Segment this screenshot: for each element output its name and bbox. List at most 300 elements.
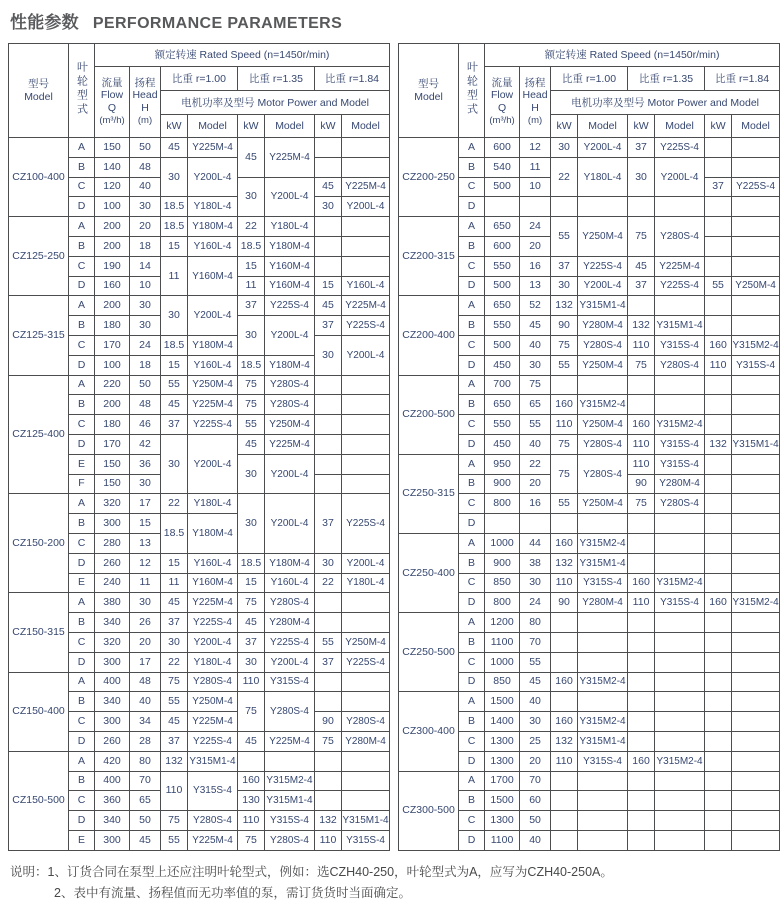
kw-value: 18.5 [161, 514, 188, 554]
motor-model [578, 652, 628, 672]
kw-value [705, 197, 732, 217]
table-row [399, 375, 780, 395]
head-value: 80 [130, 751, 161, 771]
kw-value: 11 [238, 276, 265, 296]
motor-model: Y315M2-4 [655, 415, 705, 435]
kw-value: 75 [161, 672, 188, 692]
motor-model: Y225M-4 [342, 177, 390, 197]
note-line-1 [10, 862, 776, 883]
motor-model: Y225S-4 [342, 316, 390, 336]
motor-model: Y200L-4 [188, 296, 238, 336]
col-header-head: 扬程 Head H (m) [520, 67, 551, 138]
pump-model: CZ300-500 [399, 771, 459, 850]
kw-value [628, 771, 655, 791]
kw-value: 130 [238, 791, 265, 811]
kw-value: 160 [238, 771, 265, 791]
motor-model [342, 692, 390, 712]
impeller-type: C [459, 731, 485, 751]
impeller-type: D [69, 553, 95, 573]
kw-value: 110 [705, 355, 732, 375]
flow-value: 1000 [485, 533, 520, 553]
head-value: 20 [130, 632, 161, 652]
kw-value [551, 197, 578, 217]
kw-value: 75 [238, 375, 265, 395]
flow-value: 260 [95, 553, 130, 573]
motor-model: Y180M-4 [265, 553, 315, 573]
flow-value: 400 [95, 672, 130, 692]
head-value: 34 [130, 712, 161, 732]
kw-value [238, 751, 265, 771]
kw-value: 45 [161, 593, 188, 613]
kw-value [705, 731, 732, 751]
motor-model [732, 217, 780, 237]
motor-model: Y315M2-4 [655, 751, 705, 771]
kw-value: 75 [238, 593, 265, 613]
col-header-motor-model: Model [342, 115, 390, 138]
motor-model: Y200L-4 [265, 177, 315, 217]
flow-value: 200 [95, 296, 130, 316]
col-header-motor: 电机功率及型号 Motor Power and Model [161, 91, 390, 115]
kw-value [315, 692, 342, 712]
kw-value: 132 [551, 553, 578, 573]
impeller-type: B [69, 395, 95, 415]
head-value: 40 [520, 692, 551, 712]
flow-value: 300 [95, 514, 130, 534]
motor-model: Y200L-4 [342, 335, 390, 375]
head-value: 25 [520, 731, 551, 751]
motor-model: Y180L-4 [188, 197, 238, 217]
kw-value [628, 731, 655, 751]
motor-model: Y315M2-4 [732, 335, 780, 355]
kw-value: 75 [238, 395, 265, 415]
impeller-type: D [69, 652, 95, 672]
flow-value [485, 197, 520, 217]
flow-value: 260 [95, 731, 130, 751]
kw-value: 160 [551, 395, 578, 415]
flow-value: 1400 [485, 712, 520, 732]
kw-value [551, 514, 578, 534]
kw-value [315, 217, 342, 237]
kw-value [705, 454, 732, 474]
kw-value [628, 296, 655, 316]
flow-value: 150 [95, 454, 130, 474]
kw-value [705, 553, 732, 573]
motor-model [655, 375, 705, 395]
kw-value: 75 [551, 454, 578, 494]
head-value: 45 [520, 316, 551, 336]
pump-model: CZ150-400 [9, 672, 69, 751]
head-value: 22 [520, 454, 551, 474]
motor-model [732, 494, 780, 514]
flow-value: 500 [485, 276, 520, 296]
pump-model: CZ300-400 [399, 692, 459, 771]
kw-value [551, 811, 578, 831]
motor-model [655, 731, 705, 751]
table-row [9, 494, 390, 514]
motor-model [732, 573, 780, 593]
head-value: 65 [520, 395, 551, 415]
motor-model [732, 731, 780, 751]
kw-value [705, 157, 732, 177]
motor-model: Y280M-4 [578, 316, 628, 336]
kw-value [705, 138, 732, 158]
table-body-right [399, 138, 780, 851]
head-value: 52 [520, 296, 551, 316]
head-value: 20 [130, 217, 161, 237]
impeller-type: B [459, 553, 485, 573]
kw-value: 110 [315, 830, 342, 850]
motor-model: Y315M1-4 [342, 811, 390, 831]
col-header-motor-model: Model [578, 115, 628, 138]
motor-model: Y225M-4 [265, 434, 315, 454]
table-row [9, 593, 390, 613]
col-header-kw: kW [315, 115, 342, 138]
motor-model [655, 830, 705, 850]
flow-value: 200 [95, 236, 130, 256]
motor-model [655, 533, 705, 553]
impeller-type: A [69, 217, 95, 237]
flow-value: 300 [95, 830, 130, 850]
motor-model: Y315S-4 [265, 672, 315, 692]
flow-value: 1300 [485, 811, 520, 831]
kw-value: 15 [238, 256, 265, 276]
head-value: 16 [520, 256, 551, 276]
head-value: 24 [520, 593, 551, 613]
kw-value: 160 [628, 573, 655, 593]
head-value: 30 [520, 712, 551, 732]
motor-model [578, 375, 628, 395]
table-row [399, 692, 780, 712]
motor-model: Y315S-4 [578, 573, 628, 593]
kw-value [705, 652, 732, 672]
kw-value [705, 751, 732, 771]
head-value: 17 [130, 652, 161, 672]
kw-value [315, 138, 342, 158]
kw-value [315, 613, 342, 633]
kw-value: 37 [628, 138, 655, 158]
motor-model [655, 712, 705, 732]
motor-model: Y280S-4 [265, 395, 315, 415]
kw-value: 55 [238, 415, 265, 435]
kw-value [551, 830, 578, 850]
head-value: 14 [130, 256, 161, 276]
note-line-2 [10, 883, 776, 904]
impeller-type: C [69, 791, 95, 811]
motor-model [578, 632, 628, 652]
kw-value: 160 [551, 533, 578, 553]
head-value: 40 [520, 830, 551, 850]
kw-value: 37 [315, 316, 342, 336]
pump-model: CZ250-400 [399, 533, 459, 612]
motor-model [732, 830, 780, 850]
kw-value: 15 [161, 355, 188, 375]
motor-model [342, 771, 390, 791]
kw-value: 18.5 [161, 335, 188, 355]
impeller-type: C [459, 415, 485, 435]
kw-value: 132 [315, 811, 342, 831]
motor-model: Y225S-4 [188, 731, 238, 751]
kw-value [705, 236, 732, 256]
motor-model: Y225S-4 [188, 415, 238, 435]
flow-value: 950 [485, 454, 520, 474]
motor-model: Y180M-4 [188, 217, 238, 237]
kw-value: 18.5 [161, 197, 188, 217]
motor-model [655, 197, 705, 217]
col-header-impeller: 叶轮型式 [459, 44, 485, 138]
flow-value: 170 [95, 434, 130, 454]
impeller-type: A [459, 533, 485, 553]
kw-value: 75 [628, 355, 655, 375]
kw-value [705, 395, 732, 415]
flow-value: 100 [95, 197, 130, 217]
motor-model: Y160L-4 [188, 236, 238, 256]
head-value: 36 [130, 454, 161, 474]
motor-model: Y200L-4 [265, 652, 315, 672]
motor-model: Y315S-4 [655, 593, 705, 613]
table-row [9, 296, 390, 316]
flow-value: 190 [95, 256, 130, 276]
kw-value: 18.5 [238, 355, 265, 375]
col-header-gravity-135: 比重 r=1.35 [628, 67, 705, 91]
col-header-model: 型号 Model [399, 44, 459, 138]
motor-model [342, 791, 390, 811]
motor-model: Y280S-4 [188, 811, 238, 831]
motor-model [732, 751, 780, 771]
flow-value: 450 [485, 434, 520, 454]
impeller-type: C [459, 256, 485, 276]
flow-value: 900 [485, 553, 520, 573]
impeller-type: A [69, 494, 95, 514]
head-value: 46 [130, 415, 161, 435]
flow-value: 1000 [485, 652, 520, 672]
motor-model: Y315S-4 [732, 355, 780, 375]
impeller-type: B [459, 236, 485, 256]
motor-model: Y315M2-4 [265, 771, 315, 791]
kw-value: 11 [161, 256, 188, 296]
table-row [9, 375, 390, 395]
motor-model: Y225M-4 [188, 593, 238, 613]
flow-value: 1300 [485, 751, 520, 771]
motor-model: Y180M-4 [265, 236, 315, 256]
head-value: 30 [130, 197, 161, 217]
motor-model [732, 514, 780, 534]
impeller-type: B [69, 514, 95, 534]
flow-value: 140 [95, 157, 130, 177]
kw-value: 110 [628, 454, 655, 474]
kw-value: 55 [161, 375, 188, 395]
motor-model: Y250M-4 [342, 632, 390, 652]
motor-model [655, 672, 705, 692]
motor-model [578, 692, 628, 712]
kw-value: 30 [238, 177, 265, 217]
motor-model: Y200L-4 [265, 316, 315, 356]
col-header-head: 扬程 Head H (m) [130, 67, 161, 138]
flow-value: 800 [485, 494, 520, 514]
motor-model [732, 395, 780, 415]
kw-value: 55 [315, 632, 342, 652]
flow-value: 700 [485, 375, 520, 395]
impeller-type: F [69, 474, 95, 494]
motor-model: Y225S-4 [655, 138, 705, 158]
motor-model: Y280S-4 [655, 217, 705, 257]
kw-value: 132 [551, 731, 578, 751]
flow-value: 850 [485, 573, 520, 593]
motor-model: Y200L-4 [188, 157, 238, 197]
motor-model: Y315M1-4 [578, 553, 628, 573]
motor-model: Y280M-4 [578, 593, 628, 613]
kw-value: 22 [161, 652, 188, 672]
impeller-type: A [69, 296, 95, 316]
table-row [399, 296, 780, 316]
motor-model: Y315S-4 [655, 434, 705, 454]
motor-model: Y225M-4 [265, 138, 315, 178]
kw-value [705, 316, 732, 336]
impeller-type: A [459, 217, 485, 237]
motor-model: Y315S-4 [188, 771, 238, 811]
kw-value: 37 [161, 415, 188, 435]
head-value: 10 [520, 177, 551, 197]
impeller-type: B [69, 613, 95, 633]
kw-value: 110 [628, 434, 655, 454]
head-value: 44 [520, 533, 551, 553]
head-value: 75 [520, 375, 551, 395]
flow-value: 650 [485, 395, 520, 415]
kw-value: 55 [551, 217, 578, 257]
flow-value: 200 [95, 395, 130, 415]
motor-model: Y160L-4 [342, 276, 390, 296]
motor-model [655, 395, 705, 415]
motor-model: Y315M2-4 [732, 593, 780, 613]
motor-model: Y280S-4 [188, 672, 238, 692]
motor-model: Y200L-4 [578, 138, 628, 158]
flow-value: 300 [95, 712, 130, 732]
flow-value: 240 [95, 573, 130, 593]
motor-model: Y180L-4 [342, 573, 390, 593]
kw-value [705, 632, 732, 652]
flow-value: 200 [95, 217, 130, 237]
motor-model [655, 296, 705, 316]
head-value: 24 [130, 335, 161, 355]
kw-value: 75 [628, 217, 655, 257]
motor-model: Y225S-4 [655, 276, 705, 296]
notes [10, 862, 776, 904]
kw-value: 110 [161, 771, 188, 811]
impeller-type: D [459, 197, 485, 217]
motor-model: Y225M-4 [655, 256, 705, 276]
impeller-type: B [459, 474, 485, 494]
motor-model [732, 375, 780, 395]
flow-value: 340 [95, 692, 130, 712]
motor-model: Y280M-4 [265, 613, 315, 633]
motor-model: Y315M1-4 [188, 751, 238, 771]
motor-model [732, 197, 780, 217]
motor-model: Y180M-4 [188, 335, 238, 355]
head-value: 12 [520, 138, 551, 158]
col-header-kw: kW [551, 115, 578, 138]
impeller-type: C [459, 494, 485, 514]
kw-value: 160 [628, 751, 655, 771]
flow-value: 180 [95, 415, 130, 435]
motor-model [578, 771, 628, 791]
impeller-type: C [69, 712, 95, 732]
kw-value [705, 296, 732, 316]
motor-model [655, 692, 705, 712]
motor-model [655, 613, 705, 633]
col-header-flow: 流量 Flow Q (m³/h) [95, 67, 130, 138]
impeller-type: D [459, 751, 485, 771]
kw-value: 15 [161, 236, 188, 256]
impeller-type: B [69, 692, 95, 712]
head-value: 65 [130, 791, 161, 811]
motor-model [342, 593, 390, 613]
table-header [399, 44, 780, 138]
impeller-type: B [459, 395, 485, 415]
motor-model [342, 236, 390, 256]
kw-value: 22 [161, 494, 188, 514]
head-value: 70 [520, 771, 551, 791]
motor-model [732, 672, 780, 692]
motor-model: Y280S-4 [655, 494, 705, 514]
head-value: 42 [130, 434, 161, 454]
kw-value [315, 157, 342, 177]
kw-value [551, 791, 578, 811]
head-value: 24 [520, 217, 551, 237]
impeller-type: B [459, 632, 485, 652]
head-value: 40 [130, 692, 161, 712]
kw-value: 110 [628, 593, 655, 613]
page-title [10, 8, 776, 33]
flow-value: 1100 [485, 632, 520, 652]
head-value: 30 [130, 474, 161, 494]
head-value: 18 [130, 236, 161, 256]
kw-value: 132 [628, 316, 655, 336]
kw-value: 55 [161, 830, 188, 850]
pump-model: CZ200-315 [399, 217, 459, 296]
kw-value [705, 830, 732, 850]
kw-value [315, 236, 342, 256]
motor-model: Y280S-4 [655, 355, 705, 375]
head-value: 40 [520, 335, 551, 355]
motor-model [732, 613, 780, 633]
flow-value: 1300 [485, 731, 520, 751]
motor-model [732, 415, 780, 435]
kw-value [628, 395, 655, 415]
pump-model: CZ250-500 [399, 613, 459, 692]
kw-value [628, 533, 655, 553]
impeller-type: A [459, 454, 485, 474]
table-header [9, 44, 390, 138]
flow-value: 550 [485, 316, 520, 336]
head-value: 30 [130, 316, 161, 336]
motor-model: Y225S-4 [265, 296, 315, 316]
impeller-type: A [459, 138, 485, 158]
impeller-type: D [459, 355, 485, 375]
impeller-type: B [459, 316, 485, 336]
impeller-type: D [459, 434, 485, 454]
table-row [9, 751, 390, 771]
flow-value: 500 [485, 177, 520, 197]
kw-value [315, 672, 342, 692]
kw-value: 75 [628, 494, 655, 514]
kw-value [315, 751, 342, 771]
motor-model [732, 632, 780, 652]
impeller-type: D [69, 811, 95, 831]
col-header-flow: 流量 Flow Q (m³/h) [485, 67, 520, 138]
kw-value [705, 811, 732, 831]
motor-model [732, 256, 780, 276]
head-value: 15 [130, 514, 161, 534]
impeller-type: D [459, 514, 485, 534]
